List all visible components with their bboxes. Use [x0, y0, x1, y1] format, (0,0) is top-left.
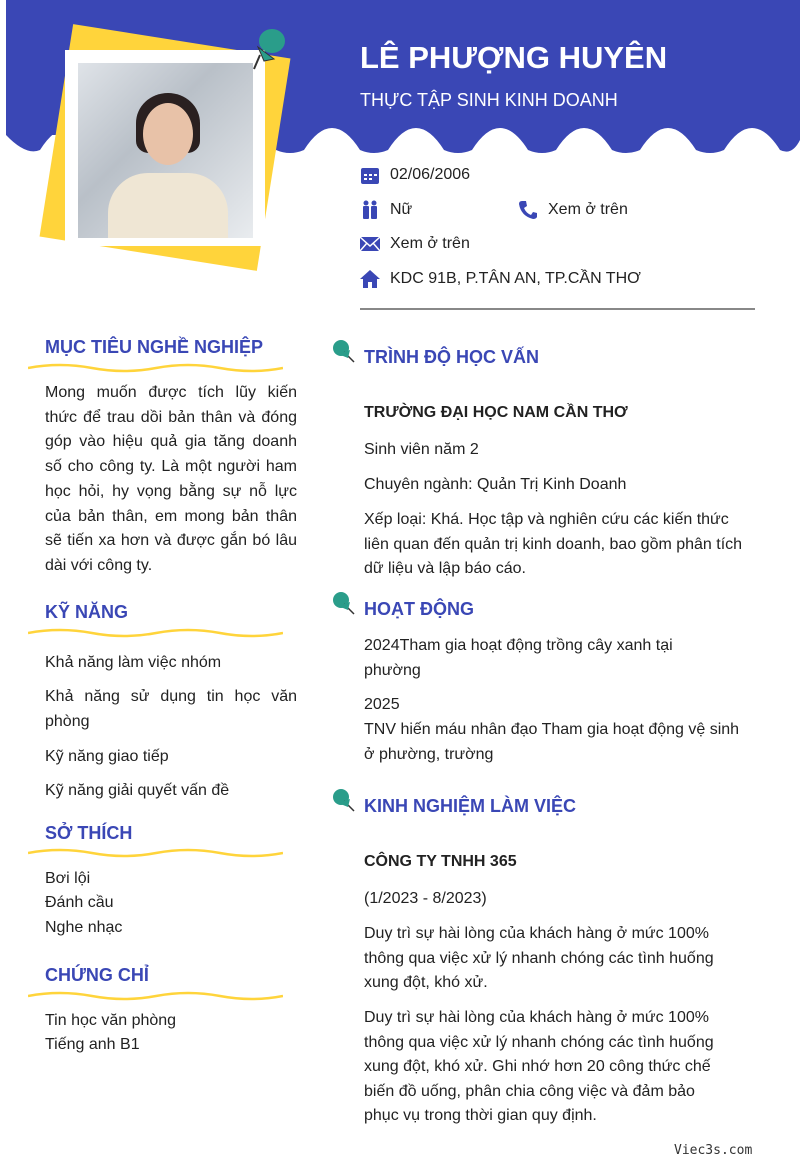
skills-heading: KỸ NĂNG: [45, 602, 129, 622]
avatar: [78, 63, 253, 238]
email-row: [360, 234, 470, 254]
wave-divider: [28, 990, 283, 1002]
phone-value: Xem ở trên: [548, 201, 628, 218]
phone-row: [518, 200, 628, 220]
education-year: Sinh viên năm 2: [364, 441, 479, 458]
wave-divider: [28, 847, 283, 859]
address-value: KDC 91B, P.TÂN AN, TP.CẦN THƠ: [390, 270, 641, 287]
education-major: Chuyên ngành: Quản Trị Kinh Doanh: [364, 476, 627, 493]
phone-icon: [518, 200, 538, 220]
certs-heading: CHỨNG CHỈ: [45, 965, 149, 985]
education-heading: TRÌNH ĐỘ HỌC VẤN: [364, 347, 539, 367]
candidate-name: LÊ PHƯỢNG HUYÊN: [360, 40, 668, 75]
skill-item: Kỹ năng giao tiếp: [45, 748, 169, 765]
objective-text: Mong muốn được tích lũy kiến thức để trau dồi bản thân và đóng góp vào hiệu quả gia tăng doanh số cho công ty. Là một người ham học hỏi, hy vọng bằng sự nỗ lực của bản thân, em mong bản thân sẽ tiến xa hơn và được gắn bó lâu dài với công ty.: [45, 384, 297, 574]
hobbies-heading: SỞ THÍCH: [45, 823, 133, 843]
pushpin-icon: [330, 787, 356, 813]
gender-icon: [360, 200, 380, 220]
skill-item: Khả năng làm việc nhóm: [45, 654, 222, 671]
pushpin-icon: [250, 25, 290, 73]
address-row: [360, 269, 641, 289]
home-icon: [360, 269, 380, 289]
work-description: Duy trì sự hài lòng của khách hàng ở mức 100% thông qua việc xử lý nhanh chóng các tình huống xung đột, khó xử. Ghi nhớ hơn 20 công thức chế biến đồ uống, phân chia công việc và đảm bảo phục vụ trong thời gian quy định.: [364, 1009, 714, 1124]
skill-item: Kỹ năng giải quyết vấn đề: [45, 782, 230, 799]
divider: [360, 308, 755, 310]
work-period: (1/2023 - 8/2023): [364, 890, 487, 907]
education-detail: Xếp loại: Khá. Học tập và nghiên cứu các kiến thức liên quan đến quản trị kinh doanh, bao gồm phân tích dữ liệu và lập báo cáo.: [364, 511, 743, 577]
hobby-item: Bơi lội: [45, 870, 91, 887]
wave-divider: [28, 627, 283, 639]
wave-divider: [28, 362, 283, 374]
activities-heading: HOẠT ĐỘNG: [364, 599, 474, 619]
email-icon: [360, 234, 380, 254]
company-name: CÔNG TY TNHH 365: [364, 853, 517, 870]
watermark: Viec3s.com: [674, 1143, 753, 1158]
birthday-row: [360, 165, 470, 185]
work-description: Duy trì sự hài lòng của khách hàng ở mức 100% thông qua việc xử lý nhanh chóng các tình huống xung đột, khó xử.: [364, 925, 714, 991]
hobby-item: Nghe nhạc: [45, 919, 123, 936]
pushpin-icon: [330, 590, 356, 616]
gender-row: [360, 200, 412, 220]
pushpin-icon: [330, 338, 356, 364]
cert-item: Tin học văn phòng: [45, 1012, 177, 1029]
activity-item: 2024Tham gia hoạt động trồng cây xanh tại phường: [364, 637, 673, 679]
job-title: THỰC TẬP SINH KINH DOANH: [360, 90, 618, 110]
gender-value: Nữ: [390, 201, 413, 218]
activity-year: 2025: [364, 696, 400, 713]
cert-item: Tiếng anh B1: [45, 1036, 140, 1053]
hobby-item: Đánh cầu: [45, 894, 114, 911]
school-name: TRƯỜNG ĐẠI HỌC NAM CẦN THƠ: [364, 404, 628, 421]
objective-heading: MỤC TIÊU NGHỀ NGHIỆP: [45, 337, 264, 357]
skill-item: Khả năng sử dụng tin học văn phòng: [45, 688, 297, 730]
activity-item: TNV hiến máu nhân đạo Tham gia hoạt động vệ sinh ở phường, trường: [364, 721, 740, 763]
birthday-value: 02/06/2006: [390, 166, 471, 183]
calendar-icon: [360, 165, 380, 185]
email-value: Xem ở trên: [390, 235, 470, 252]
experience-heading: KINH NGHIỆM LÀM VIỆC: [364, 796, 577, 816]
